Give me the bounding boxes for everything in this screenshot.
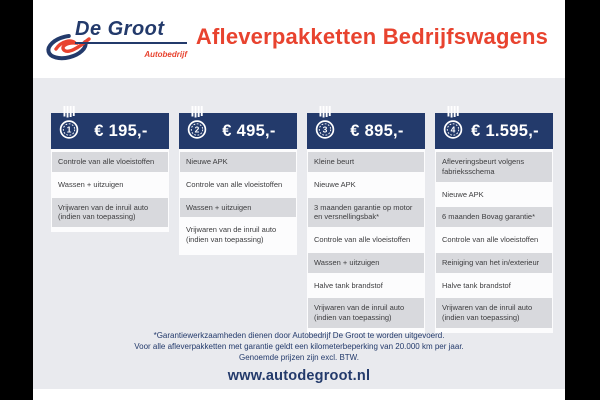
package-header xyxy=(307,113,425,149)
flyer-canvas xyxy=(33,0,565,400)
bottom-white-band xyxy=(33,389,565,400)
svg-text:2: 2 xyxy=(194,124,200,135)
svg-text:1: 1 xyxy=(66,124,72,135)
package-columns xyxy=(33,113,565,333)
package-item: 6 maanden Bovag garantie* xyxy=(436,207,552,227)
medal-icon xyxy=(56,106,81,149)
logo-wordmark xyxy=(75,18,187,59)
page-title: Afleverpakketten Bedrijfswagens xyxy=(195,24,549,49)
package-item: Reiniging van het in/exterieur xyxy=(436,253,552,273)
package-item: Wassen + uitzuigen xyxy=(308,253,424,273)
package-item: Vrijwaren van de inruil auto (indien van toepassing) xyxy=(308,298,424,328)
letterbox-right xyxy=(565,0,600,400)
logo-subtitle: Autobedrijf xyxy=(144,50,187,59)
footer-notes xyxy=(33,330,565,363)
website-url: www.autodegroot.nl xyxy=(227,368,371,384)
package-item: 3 maanden garantie op motor en versnellingsbak* xyxy=(308,198,424,228)
package-item: Halve tank brandstof xyxy=(314,280,383,290)
package-item: Vrijwaren van de inruil auto (indien van toepassing) xyxy=(52,198,168,228)
package-item: Controle van alle vloeistoffen xyxy=(314,235,411,244)
package-header xyxy=(435,113,553,149)
flyer-header xyxy=(33,0,565,78)
package-items xyxy=(179,152,297,250)
package-item: Kleine beurt xyxy=(308,152,424,172)
package-item: Vrijwaren van de inruil auto (indien van toepassing) xyxy=(186,225,277,244)
package-item: Controle van alle vloeistoffen xyxy=(442,235,539,244)
package-item: Nieuwe APK xyxy=(180,152,296,172)
package-item: Halve tank brandstof xyxy=(442,280,511,290)
logo-name: De Groot xyxy=(75,18,165,40)
package-item: Nieuwe APK xyxy=(442,189,484,199)
package-items xyxy=(435,152,553,328)
footer-note: Voor alle afleverpakketten met garantie geldt een kilometerbeperking van 20.000 km per jaar. xyxy=(134,342,464,351)
medal-icon xyxy=(184,106,209,149)
package-item: Controle van alle vloeistoffen xyxy=(186,179,283,189)
svg-text:4: 4 xyxy=(450,124,456,135)
package-item: Afleveringsbeurt volgens fabrieksschema xyxy=(436,152,552,182)
package-item: Nieuwe APK xyxy=(314,179,356,189)
footer-note: *Garantiewerkzaamheden dienen door Autobedrijf De Groot te worden uitgevoerd. xyxy=(153,331,445,340)
package-item: Controle van alle vloeistoffen xyxy=(52,152,168,172)
package-items xyxy=(307,152,425,328)
package-card xyxy=(435,113,553,333)
package-card xyxy=(307,113,425,333)
flyer-footer xyxy=(33,330,565,384)
company-logo xyxy=(45,10,193,68)
footer-note: Genoemde prijzen zijn excl. BTW. xyxy=(238,353,360,362)
package-card xyxy=(179,113,297,255)
package-price: € 495,- xyxy=(222,121,276,140)
package-price: € 895,- xyxy=(350,121,404,140)
package-header xyxy=(51,113,169,149)
medal-icon xyxy=(312,106,337,149)
svg-text:3: 3 xyxy=(322,124,328,135)
package-item: Wassen + uitzuigen xyxy=(58,179,124,189)
package-card xyxy=(51,113,169,232)
package-price: € 1.595,- xyxy=(471,121,539,140)
package-item: Vrijwaren van de inruil auto (indien van toepassing) xyxy=(436,298,552,328)
letterbox-left xyxy=(0,0,33,400)
package-items xyxy=(51,152,169,227)
package-item: Wassen + uitzuigen xyxy=(180,198,296,218)
package-price: € 195,- xyxy=(94,121,148,140)
medal-icon xyxy=(440,106,465,149)
package-header xyxy=(179,113,297,149)
